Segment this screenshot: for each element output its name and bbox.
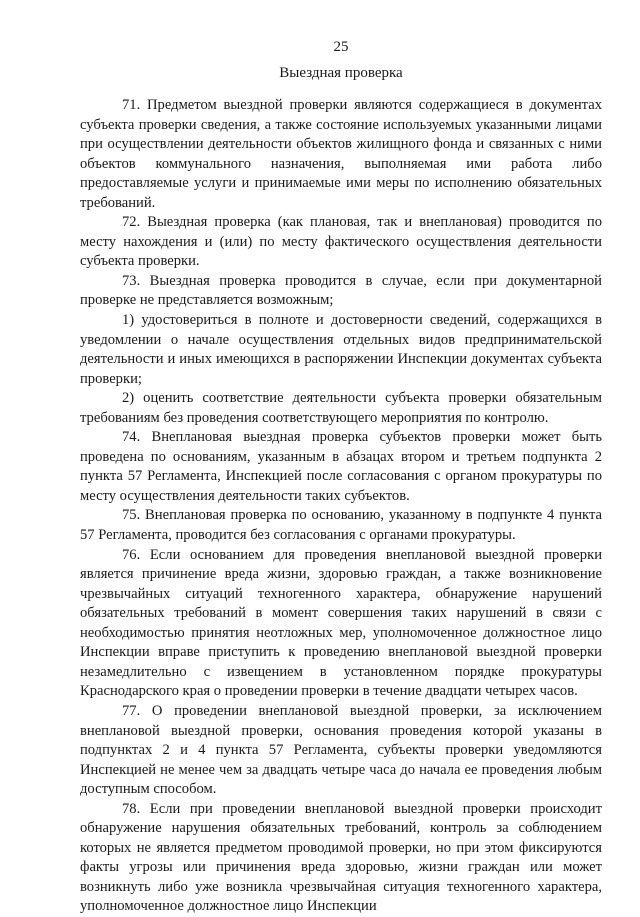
- paragraph-71: 71. Предметом выездной проверки являются содержащиеся в документах субъекта проверки сведения, а также состояние используемых указанными лицами при осуществлении деятельности объектов жилищного фонда и связанных с ними объектов коммунального назначения, выполняемая ими работа либо предоставляемые услуги и принимаемые ими меры по исполнению обязательных требований.: [80, 97, 602, 211]
- paragraph-73: 73. Выездная проверка проводится в случае, если при документарной проверке не представляется возможным;: [80, 272, 602, 309]
- paragraph-78: 78. Если при проведении внеплановой выездной проверки происходит обнаружение нарушения обязательных требований, контроль за соблюдением которых не является предметом проводимой проверки, но при этом фиксируются факты угрозы или причинения вреда здоровью, жизни граждан или может возникнуть либо уже возникла чрезвычайная ситуация техногенного характера, уполномоченное должностное лицо Инспекции: [80, 800, 602, 915]
- section-title: Выездная проверка: [279, 65, 403, 81]
- page-number: 25: [333, 39, 349, 55]
- paragraph-73-item-1: 1) удостовериться в полноте и достоверности сведений, содержащихся в уведомлении о начале осуществления отдельных видов предпринимательской деятельности и иных имеющихся в распоряжении Инспекции документах субъекта проверки;: [80, 312, 602, 387]
- paragraph-74: 74. Внеплановая выездная проверка субъектов проверки может быть проведена по основаниям, указанным в абзацах втором и третьем подпункта 2 пункта 57 Регламента, Инспекцией после согласования с органом прокуратуры по месту осуществления деятельности таких субъектов.: [80, 429, 602, 504]
- paragraph-75: 75. Внеплановая проверка по основанию, указанному в подпункте 4 пункта 57 Регламента, проводится без согласования с органами прокуратуры.: [80, 507, 602, 544]
- paragraph-73-item-2: 2) оценить соответствие деятельности субъекта проверки обязательным требованиям без проведения соответствующего мероприятия по контролю.: [80, 390, 602, 426]
- paragraph-72: 72. Выездная проверка (как плановая, так и внеплановая) проводится по месту нахождения и (или) по месту фактического осуществления деятельности субъекта проверки.: [80, 214, 602, 270]
- paragraph-76: 76. Если основанием для проведения внеплановой выездной проверки является причинение вреда жизни, здоровью граждан, а также возникновение чрезвычайных ситуаций техногенного характера, обнаружение нарушений обязательных требований в момент совершения таких нарушений в связи с необходимостью принятия неотложных мер, уполномоченное должностное лицо Инспекции вправе приступить к проведению внеплановой выездной проверки незамедлительно с извещением в установленном порядке прокуратуры Краснодарского края о проведении проверки в течение двадцати четырех часов.: [80, 546, 602, 700]
- paragraph-77: 77. О проведении внеплановой выездной проверки, за исключением внеплановой выездной проверки, основания проведения которой указаны в подпунктах 2 и 4 пункта 57 Регламента, субъекты проверки уведомляются Инспекцией не менее чем за двадцать четыре часа до начала ее проведения любым доступным способом.: [80, 702, 602, 798]
